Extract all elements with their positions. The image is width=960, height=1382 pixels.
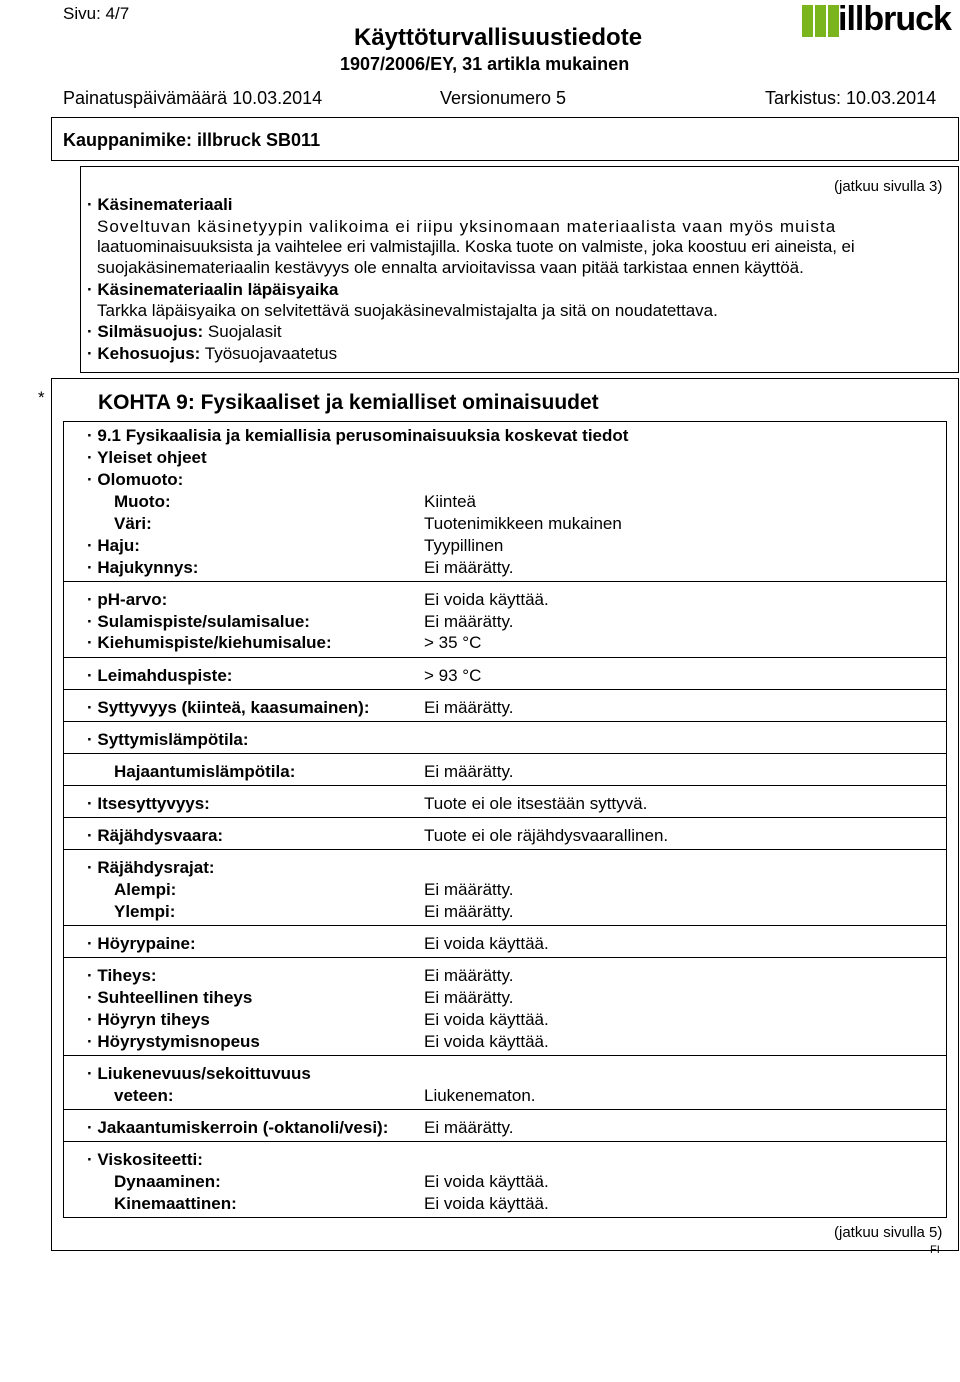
odour-label: · Haju: bbox=[87, 536, 140, 555]
revision-star: * bbox=[38, 388, 45, 407]
lower-limit-value: Ei määrätty. bbox=[424, 880, 514, 899]
partition-coefficient-value: Ei määrätty. bbox=[424, 1118, 514, 1137]
continued-from: (jatkuu sivulla 3) bbox=[834, 178, 943, 195]
flammability-value: Ei määrätty. bbox=[424, 698, 514, 717]
body-protection-value: Työsuojavaatetus bbox=[204, 344, 338, 363]
form-value: Kiinteä bbox=[424, 492, 476, 511]
kinematic-viscosity-value: Ei voida käyttää. bbox=[424, 1194, 549, 1213]
print-date: Painatuspäivämäärä 10.03.2014 bbox=[63, 88, 323, 108]
odour-threshold-value: Ei määrätty. bbox=[424, 558, 514, 577]
density-value: Ei määrätty. bbox=[424, 966, 514, 985]
self-ignition-label: · Itsesyttyvyys: bbox=[87, 794, 210, 813]
color-value: Tuotenimikkeen mukainen bbox=[424, 514, 622, 533]
appearance-label: · Olomuoto: bbox=[87, 470, 184, 489]
language-code: FI bbox=[930, 1244, 940, 1256]
glove-material-text-2: laatuominaisuuksista ja vaihtelee eri valmistajilla. Koska tuote on valmiste, joka koostuu eri aineista, ei bbox=[97, 237, 855, 256]
illbruck-logo bbox=[800, 2, 960, 47]
ph-label: · pH-arvo: bbox=[87, 590, 168, 609]
glove-material-label: · Käsinemateriaali bbox=[87, 195, 233, 214]
explosion-hazard-label: · Räjähdysvaara: bbox=[87, 826, 224, 845]
review-date: Tarkistus: 10.03.2014 bbox=[765, 88, 937, 108]
eye-protection-label: · Silmäsuojus: bbox=[87, 322, 204, 341]
evaporation-rate-label: · Höyrystymisnopeus bbox=[87, 1032, 260, 1051]
decomposition-label: Hajaantumislämpötila: bbox=[114, 762, 296, 781]
solubility-value: Liukenematon. bbox=[424, 1086, 536, 1105]
explosion-limits-label: · Räjähdysrajat: bbox=[87, 858, 215, 877]
document-subtitle: 1907/2006/EY, 31 artikla mukainen bbox=[340, 54, 630, 74]
odour-threshold-label: · Hajukynnys: bbox=[87, 558, 199, 577]
flash-point-label: · Leimahduspiste: bbox=[87, 666, 233, 685]
penetration-text: Tarkka läpäisyaika on selvitettävä suojakäsinevalmistajalta ja sitä on noudatettava. bbox=[97, 301, 718, 320]
decomposition-value: Ei määrätty. bbox=[424, 762, 514, 781]
trade-name: Kauppanimike: illbruck SB011 bbox=[63, 130, 321, 150]
glove-material-text-1: Soveltuvan käsinetyypin valikoima ei riipu yksinomaan materiaalista vaan myös muista bbox=[97, 217, 837, 236]
glove-material-text-3: suojakäsinemateriaalin kestävyys ole ennalta arvioitavissa vaan pitää tarkistaa ennen käyttöä. bbox=[97, 258, 804, 277]
lower-limit-label: Alempi: bbox=[114, 880, 177, 899]
melting-point-label: · Sulamispiste/sulamisalue: bbox=[87, 612, 310, 631]
flash-point-value: > 93 °C bbox=[424, 666, 482, 685]
logo-text: illbruck bbox=[838, 0, 951, 38]
page-number: Sivu: 4/7 bbox=[63, 4, 130, 23]
vapour-density-label: · Höyryn tiheys bbox=[87, 1010, 210, 1029]
continued-to: (jatkuu sivulla 5) bbox=[834, 1224, 943, 1241]
penetration-label: · Käsinemateriaalin läpäisyaika bbox=[87, 280, 339, 299]
version-number: Versionumero 5 bbox=[440, 88, 567, 108]
vapour-pressure-label: · Höyrypaine: bbox=[87, 934, 196, 953]
density-label: · Tiheys: bbox=[87, 966, 157, 985]
document-title: Käyttöturvallisuustiedote bbox=[354, 24, 643, 51]
partition-coefficient-label: · Jakaantumiskerroin (-oktanoli/vesi): bbox=[87, 1118, 389, 1137]
ignition-temperature-label: · Syttymislämpötila: bbox=[87, 730, 249, 749]
color-label: Väri: bbox=[114, 514, 152, 533]
boiling-point-label: · Kiehumispiste/kiehumisalue: bbox=[87, 633, 332, 652]
relative-density-value: Ei määrätty. bbox=[424, 988, 514, 1007]
body-protection-label: · Kehosuojus: bbox=[87, 344, 201, 363]
kinematic-viscosity-label: Kinemaattinen: bbox=[114, 1194, 237, 1213]
upper-limit-label: Ylempi: bbox=[114, 902, 176, 921]
boiling-point-value: > 35 °C bbox=[424, 633, 482, 652]
melting-point-value: Ei määrätty. bbox=[424, 612, 514, 631]
sub-heading-9-1: · 9.1 Fysikaalisia ja kemiallisia perusominaisuuksia koskevat tiedot bbox=[87, 426, 629, 445]
self-ignition-value: Tuote ei ole itsestään syttyvä. bbox=[424, 794, 648, 813]
odour-value: Tyypillinen bbox=[424, 536, 504, 555]
vapour-density-value: Ei voida käyttää. bbox=[424, 1010, 549, 1029]
viscosity-label: · Viskositeetti: bbox=[87, 1150, 203, 1169]
solubility-water-label: veteen: bbox=[114, 1086, 174, 1105]
dynamic-viscosity-label: Dynaaminen: bbox=[114, 1172, 221, 1191]
form-label: Muoto: bbox=[114, 492, 171, 511]
explosion-hazard-value: Tuote ei ole räjähdysvaarallinen. bbox=[424, 826, 669, 845]
flammability-label: · Syttyvyys (kiinteä, kaasumainen): bbox=[87, 698, 370, 717]
relative-density-label: · Suhteellinen tiheys bbox=[87, 988, 253, 1007]
dynamic-viscosity-value: Ei voida käyttää. bbox=[424, 1172, 549, 1191]
section9-heading: KOHTA 9: Fysikaaliset ja kemialliset ominaisuudet bbox=[98, 391, 599, 414]
vapour-pressure-value: Ei voida käyttää. bbox=[424, 934, 549, 953]
general-info-label: · Yleiset ohjeet bbox=[87, 448, 207, 467]
eye-protection-value: Suojalasit bbox=[207, 322, 282, 341]
ph-value: Ei voida käyttää. bbox=[424, 590, 549, 609]
upper-limit-value: Ei määrätty. bbox=[424, 902, 514, 921]
solubility-label: · Liukenevuus/sekoittuvuus bbox=[87, 1064, 311, 1083]
evaporation-rate-value: Ei voida käyttää. bbox=[424, 1032, 549, 1051]
